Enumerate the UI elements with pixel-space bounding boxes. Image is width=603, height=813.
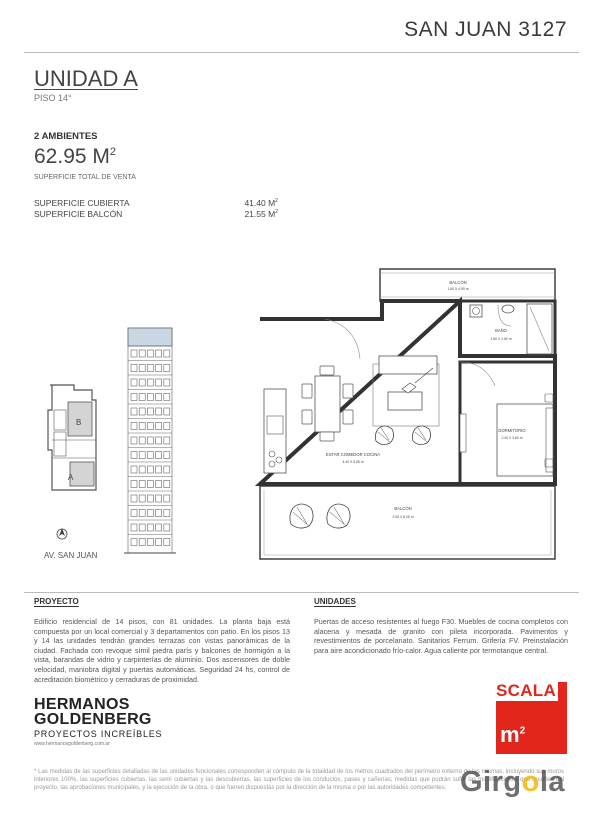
brand-line1: HERMANOS <box>34 696 130 713</box>
project-text: Edificio residencial de 14 pisos, con 81 unidades. La planta baja está compuesta por un local comercial y 3 departamentos con patio. En los pisos 13 y 14 las unidades tendrán grandes terrazas con vistas panorámicas de la ciudad. Fachada con revoque símil piedra parís y balcones de hormigón a la vista, barandas de vidrio y carpinterías de aluminio. Dos ascensores de doble velocidad, maniobra digital y puertas automáticas. Seguridad 24 hs, control de acreditación biométrico y cerraduras de proximidad. <box>34 617 290 684</box>
building-elevation <box>124 325 176 555</box>
floor-plan <box>255 264 570 564</box>
key-label-b: B <box>76 418 82 427</box>
watermark: Girgola <box>460 766 566 798</box>
label-bottom-balcony: BALCÓN <box>394 506 412 511</box>
brand-url: www.hermanosgoldenberg.com.ar <box>34 741 110 747</box>
label-bedroom: DORMITORIO <box>498 428 526 433</box>
dims-top-balcony: 1.60 X 4.90 m <box>447 287 469 291</box>
brand-line2: GOLDENBERG <box>34 711 152 728</box>
project-heading: PROYECTO <box>34 597 79 606</box>
dims-bottom-balcony: 2.00 X 8.25 m <box>392 515 414 519</box>
scala-logo-m2: $m^2$ <box>500 722 526 747</box>
dims-living: 4.40 X 5.65 m <box>342 460 364 464</box>
dims-bath: 1.50 X 2.60 m <box>490 337 512 341</box>
section-divider <box>24 592 579 593</box>
project-title: SAN JUAN 3127 <box>404 18 567 41</box>
top-balcony-outline <box>380 269 555 301</box>
units-heading: UNIDADES <box>314 597 356 606</box>
key-floor-plan <box>44 380 104 500</box>
highlighted-floor <box>128 328 172 346</box>
street-label: AV. SAN JUAN <box>44 551 98 560</box>
covered-value: 41.40 $M^2$ <box>244 198 278 208</box>
unit-title: UNIDAD A <box>34 66 138 91</box>
key-label-a: A <box>68 473 74 482</box>
units-text: Puertas de acceso resistentes al fuego F30. Muebles de cocina completos con alacena y mesada de granito con pileta incorporada. Pavimentos y revestimientos de porcelanato. Sanitarios Ferrum. Grifería FV. Preinstalación para aire acondicionado frío-calor. Agua caliente por termotanque central. <box>314 617 568 655</box>
label-living: ESTAR COMEDOR COCINA <box>325 452 381 457</box>
label-top-balcony: BALCÓN <box>449 280 467 285</box>
unit-floor: PISO 14° <box>34 93 72 103</box>
header-divider <box>24 52 579 53</box>
total-area: 62.95 $M^2$ <box>34 145 117 168</box>
bed <box>497 404 553 476</box>
unit-a-block <box>70 462 94 486</box>
north-arrow-icon <box>55 527 69 541</box>
dining-table <box>315 376 340 432</box>
scala-logo-word: SCALA <box>496 681 557 700</box>
sofa <box>379 356 437 374</box>
balcony-value: 21.55 $M^2$ <box>244 209 278 219</box>
label-bath: BAÑO <box>495 328 507 333</box>
dims-bedroom: 2.40 X 3.60 m <box>501 436 523 440</box>
brand-logo <box>34 697 152 727</box>
balcony-label: SUPERFICIE BALCÓN <box>34 209 123 219</box>
unit-rooms: 2 AMBIENTES <box>34 131 98 142</box>
coffee-table <box>388 392 422 410</box>
footnote: * Las medidas de las superficies detalladas de las unidades funcionales corresponden al cómputo de la totalidad de los metros cuadrados del perímetro externo de las mismas, incluyendo sus muros interiores 100%, las superficies cubiertas, las semi cubiertas y las descubiertas, las superficies de los conductos, pases y cañerías; medidas que podrán sufrir las modificaciones que resulten del proyecto, las aprobaciones municipales, y la ejecución de la obra, o que fueren dispuestas por la dirección de la misma o por las autoridades competentes. <box>34 769 564 791</box>
brand-tagline: PROYECTOS INCREÍBLES <box>34 729 163 739</box>
covered-label: SUPERFICIE CUBIERTA <box>34 198 130 208</box>
total-area-label: SUPERFICIE TOTAL DE VENTA <box>34 174 136 181</box>
